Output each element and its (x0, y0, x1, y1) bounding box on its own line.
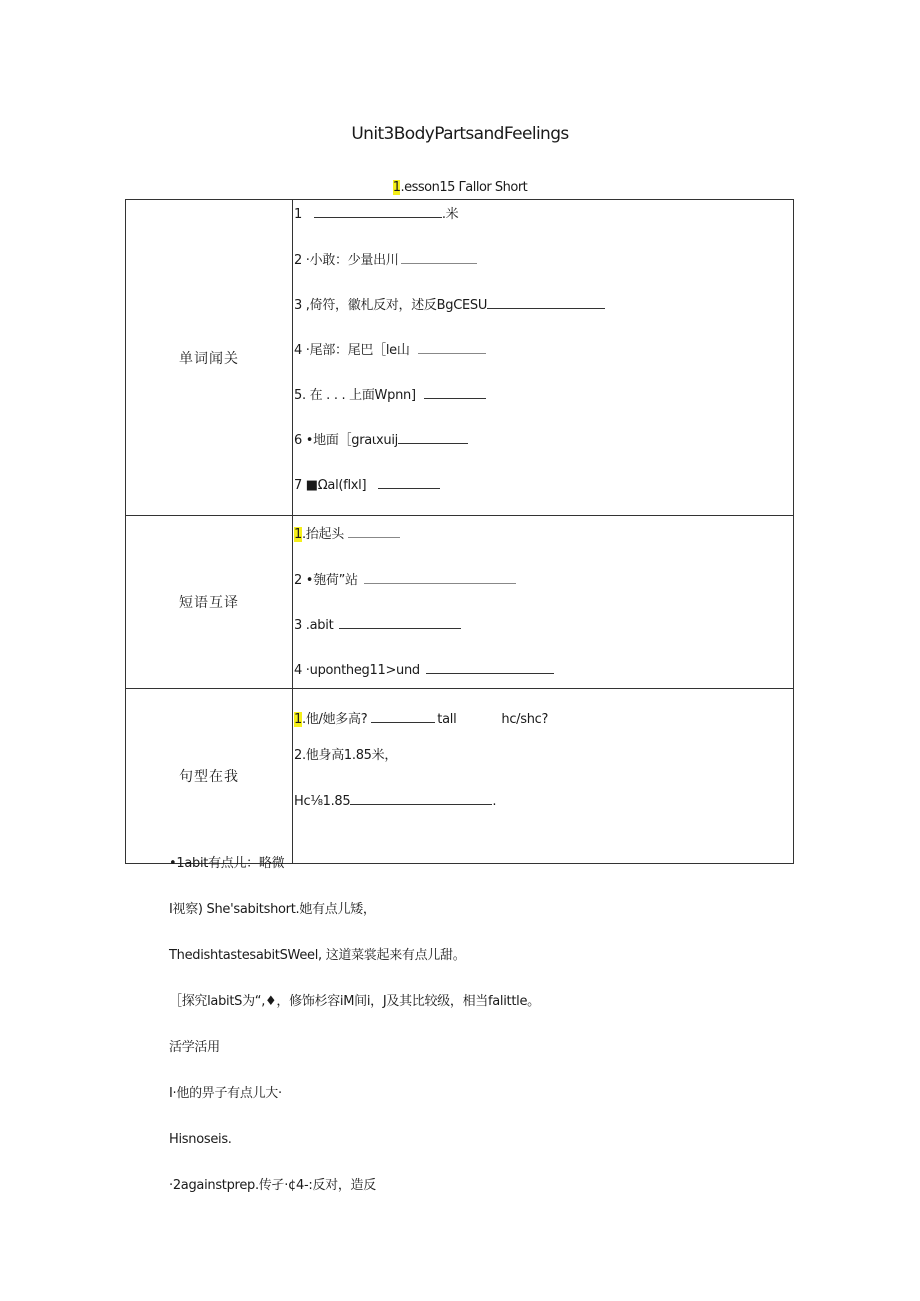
section-row-vocabulary (126, 200, 794, 516)
phrase-item-4 (293, 660, 793, 684)
section-content (293, 689, 794, 864)
highlight-marker: 1 (392, 180, 401, 195)
sentence-item-3 (293, 791, 793, 831)
item-text: .他/她多高? (301, 712, 368, 727)
item-text: 2 •匏荷”站 (294, 573, 358, 588)
item-word: hc/shc? (501, 712, 549, 727)
note-line: I视察) She'sabitshort.她有点儿矮， (169, 902, 376, 917)
answer-blank[interactable] (487, 295, 605, 309)
answer-blank[interactable] (378, 475, 440, 489)
item-word: tall (437, 712, 457, 727)
vocab-item-6 (293, 430, 793, 475)
answer-blank[interactable] (424, 385, 486, 399)
item-text: Hc⅛1.85 (294, 794, 351, 809)
highlight-marker: 1 (294, 527, 302, 542)
section-content (293, 200, 794, 516)
note-line: 活学活用 (169, 1040, 220, 1055)
item-text: 3 .abit (294, 618, 334, 633)
note-line: •1abit有点儿：略微 (169, 856, 285, 871)
item-text-after: .米 (441, 207, 459, 222)
item-text: 6 •地面［graιxuij (294, 433, 398, 448)
section-row-sentences (126, 689, 794, 864)
item-text: 3 ,倚符，徽札反对，述反BgCESU (294, 298, 488, 313)
item-text: 4 ·upontheg11>und (294, 663, 420, 678)
answer-blank[interactable] (418, 340, 486, 354)
vocab-item-7 (293, 475, 793, 515)
exercise-table (125, 199, 794, 864)
answer-blank[interactable] (348, 524, 400, 538)
item-text: 4 ·尾部：尾巴［le山 (294, 343, 410, 358)
item-text: 7 ■Ωal(flxl] (294, 478, 367, 493)
item-text: .抬起头 (301, 527, 344, 542)
vocab-item-2 (293, 250, 793, 295)
sentence-item-1 (293, 689, 793, 747)
sentence-item-2 (293, 747, 793, 791)
answer-blank[interactable] (371, 709, 435, 723)
section-content (293, 516, 794, 689)
item-text: 1 (294, 207, 302, 222)
vocab-item-5 (293, 385, 793, 430)
vocab-item-3 (293, 295, 793, 340)
item-text: 2.他身高1.85米， (294, 748, 398, 763)
highlight-marker: 1 (294, 712, 302, 727)
answer-blank[interactable] (350, 791, 492, 805)
page-title: Unit3BodyPartsandFeelings (351, 124, 569, 144)
note-line: ［探究labitS为“,♦，修饰杉容iM间i，J及其比较级，相当falittle。 (169, 994, 540, 1009)
section-label: 单词闻关 (126, 200, 293, 516)
item-text-after: . (492, 794, 497, 809)
notes-section (169, 855, 540, 1223)
phrase-item-1 (293, 516, 793, 570)
lesson-title (0, 180, 920, 195)
answer-blank[interactable] (314, 204, 442, 218)
phrase-item-2 (293, 570, 793, 615)
note-line: I·他的畀子有点儿大· (169, 1086, 282, 1101)
note-line: ·2againstprep.传孑·¢4-:反对，造反 (169, 1178, 376, 1193)
note-line: Hisnoseis. (169, 1132, 232, 1147)
phrase-item-3 (293, 615, 793, 660)
section-label: 句型在我 (126, 689, 293, 864)
answer-blank[interactable] (401, 250, 477, 264)
vocab-item-4 (293, 340, 793, 385)
answer-blank[interactable] (398, 430, 468, 444)
answer-blank[interactable] (364, 570, 516, 584)
item-text: 5. 在 . . . 上面Wpnn] (294, 388, 416, 403)
answer-blank[interactable] (426, 660, 554, 674)
section-row-phrases (126, 516, 794, 689)
note-line: ThedishtastesabitSWeel, 这道菜裳起来有点儿甜。 (169, 948, 466, 963)
section-label: 短语互译 (126, 516, 293, 689)
answer-blank[interactable] (339, 615, 461, 629)
vocab-item-1 (293, 200, 793, 250)
lesson-title-text: .esson15 Γallor Short (400, 180, 528, 195)
item-text: 2 ·小敢：少量出川 (294, 253, 399, 268)
